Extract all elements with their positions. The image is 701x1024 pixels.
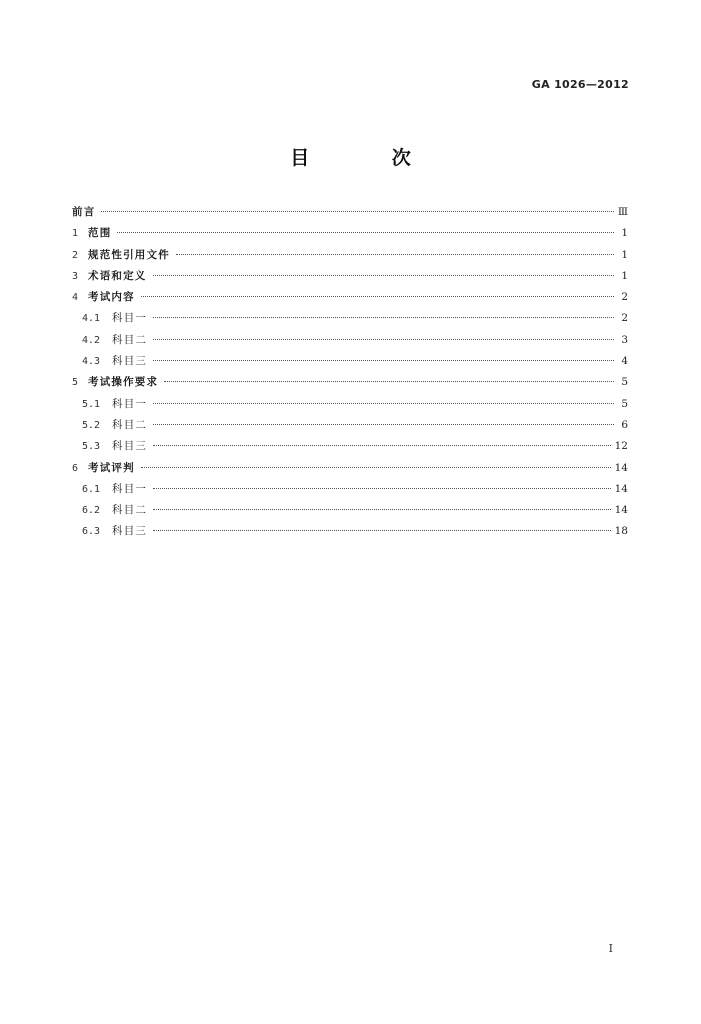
dot-leader: [153, 424, 614, 425]
toc-entry-number: 6.3: [82, 526, 101, 538]
dot-leader: [153, 509, 611, 510]
toc-entry[interactable]: [72, 521, 628, 542]
toc-entry-label: 科目三: [112, 355, 148, 368]
toc-entry-label: 科目二: [112, 418, 148, 431]
toc-entry-label: 科目一: [112, 312, 148, 325]
toc-entry-label: 考试内容: [88, 291, 135, 304]
toc-entry-label: 考试操作要求: [88, 376, 159, 389]
toc-entry-number: 5: [72, 377, 79, 389]
toc-entry-page: 14: [614, 461, 628, 474]
toc-entry-label: 科目一: [112, 482, 148, 495]
toc-entry-label: 考试评判: [88, 461, 135, 474]
toc-entry-page: 2: [621, 291, 628, 304]
toc-entry-page: 1: [621, 227, 628, 240]
dot-leader: [117, 232, 614, 233]
standard-code: GA 1026—2012: [531, 78, 629, 91]
toc-entry-page: 2: [621, 312, 628, 325]
toc-entry[interactable]: [72, 266, 628, 287]
toc-entry-number: 1: [72, 228, 79, 240]
toc-entry[interactable]: [72, 287, 628, 308]
dot-leader: [153, 445, 611, 446]
table-of-contents: [72, 202, 628, 543]
toc-entry-page: 4: [621, 355, 628, 368]
toc-entry[interactable]: [72, 436, 628, 457]
toc-entry[interactable]: [72, 330, 628, 351]
dot-leader: [153, 488, 611, 489]
toc-title: 目 次: [290, 147, 449, 169]
toc-entry-number: 3: [72, 270, 79, 282]
dot-leader: [153, 530, 611, 531]
toc-entry-number: 4.1: [82, 313, 101, 325]
toc-entry-number: 5.2: [82, 419, 101, 431]
toc-entry-label: 规范性引用文件: [88, 248, 170, 261]
toc-entry-label: 术语和定义: [88, 269, 147, 282]
toc-entry-page: 5: [621, 397, 628, 410]
dot-leader: [153, 275, 615, 276]
toc-entry-label: 前言: [72, 206, 96, 218]
toc-entry-page: 3: [621, 333, 628, 346]
toc-entry-page: 18: [614, 525, 628, 538]
toc-entry-label: 科目三: [112, 525, 148, 538]
toc-entry-label: 科目二: [112, 333, 148, 346]
dot-leader: [101, 211, 613, 212]
toc-entry-label: 范围: [88, 227, 112, 240]
toc-entry-page: 6: [621, 418, 628, 431]
dot-leader: [153, 403, 614, 404]
dot-leader: [153, 317, 614, 318]
toc-entry-number: 6: [72, 462, 79, 474]
toc-entry-number: 6.1: [82, 483, 101, 495]
dot-leader: [141, 296, 614, 297]
toc-entry-page: 5: [621, 376, 628, 389]
toc-entry-number: 5.3: [82, 441, 101, 453]
dot-leader: [141, 467, 611, 468]
toc-entry[interactable]: [72, 202, 628, 223]
toc-entry[interactable]: [72, 351, 628, 372]
toc-entry-page: 14: [614, 482, 628, 495]
toc-entry[interactable]: [72, 479, 628, 500]
toc-entry-page: 1: [621, 269, 628, 282]
dot-leader: [164, 381, 614, 382]
toc-entry-number: 5.1: [82, 398, 101, 410]
toc-entry-page: 12: [614, 440, 628, 453]
toc-entry-number: 2: [72, 249, 79, 261]
toc-entry-label: 科目二: [112, 504, 148, 517]
toc-entry[interactable]: [72, 245, 628, 266]
toc-entry[interactable]: [72, 415, 628, 436]
toc-entry-page: 14: [614, 504, 628, 517]
dot-leader: [176, 254, 614, 255]
dot-leader: [153, 360, 614, 361]
toc-entry[interactable]: [72, 394, 628, 415]
toc-entry[interactable]: [72, 372, 628, 393]
toc-entry[interactable]: [72, 223, 628, 244]
toc-entry-number: 4: [72, 292, 79, 304]
toc-entry[interactable]: [72, 308, 628, 329]
toc-entry-label: 科目三: [112, 440, 148, 453]
toc-entry-page: Ⅲ: [617, 206, 628, 218]
toc-entry-number: 6.2: [82, 505, 101, 517]
toc-entry-number: 4.2: [82, 334, 101, 346]
toc-entry[interactable]: [72, 458, 628, 479]
toc-entry-number: 4.3: [82, 356, 101, 368]
page-number: Ⅰ: [608, 942, 613, 955]
toc-entry[interactable]: [72, 500, 628, 521]
dot-leader: [153, 339, 614, 340]
toc-entry-page: 1: [621, 248, 628, 261]
toc-entry-label: 科目一: [112, 397, 148, 410]
